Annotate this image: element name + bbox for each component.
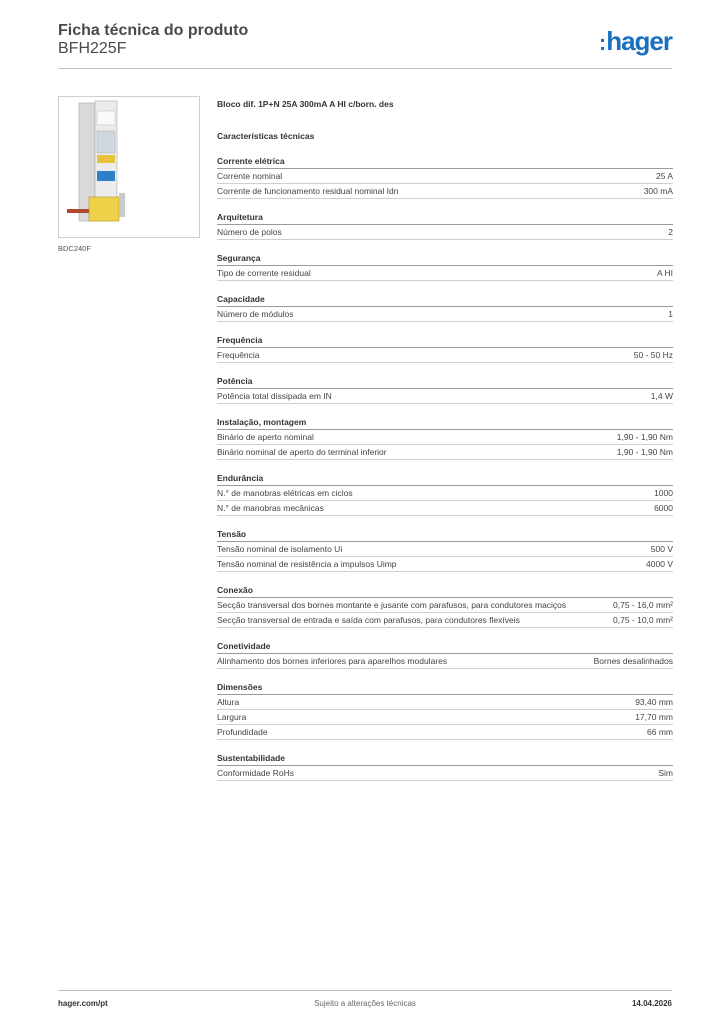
- spec-label: Corrente de funcionamento residual nominal Idn: [217, 186, 399, 196]
- spec-label: Tensão nominal de resistência a impulsos Uimp: [217, 559, 397, 569]
- specs-content: [217, 97, 673, 781]
- tech-heading: Características técnicas: [217, 131, 315, 141]
- spec-label: Secção transversal de entrada e saída com parafusos, para condutores flexíveis: [217, 615, 520, 625]
- section-title: Tensão: [217, 528, 673, 542]
- footer-note: Sujeito a alterações técnicas: [314, 999, 416, 1008]
- spec-value: 25 A: [655, 171, 673, 181]
- spec-row: [217, 348, 673, 363]
- spec-section: [217, 252, 673, 281]
- spec-label: Número de módulos: [217, 309, 294, 319]
- spec-label: Largura: [217, 712, 247, 722]
- spec-value: 17,70 mm: [635, 712, 673, 722]
- page-header: [58, 20, 672, 69]
- section-title: Arquitetura: [217, 211, 673, 225]
- spec-section: [217, 155, 673, 199]
- hager-logo: :hager: [598, 26, 672, 56]
- spec-value: 0,75 - 10,0 mm²: [613, 615, 673, 625]
- spec-label: Tipo de corrente residual: [217, 268, 311, 278]
- spec-sections: [217, 155, 673, 781]
- spec-row: [217, 225, 673, 240]
- spec-label: Corrente nominal: [217, 171, 283, 181]
- spec-section: [217, 472, 673, 516]
- section-title: Segurança: [217, 252, 673, 266]
- image-caption: BDC240F: [58, 244, 91, 253]
- spec-section: [217, 375, 673, 404]
- footer-date: 14.04.2026: [631, 999, 672, 1008]
- spec-row: [217, 501, 673, 516]
- spec-label: Profundidade: [217, 727, 268, 737]
- spec-label: Alinhamento dos bornes inferiores para aparelhos modulares: [217, 656, 448, 666]
- spec-value: 6000: [654, 503, 673, 513]
- spec-row: [217, 710, 673, 725]
- spec-label: Tensão nominal de isolamento Ui: [217, 544, 343, 554]
- spec-row: [217, 389, 673, 404]
- footer-website: hager.com/pt: [58, 999, 108, 1008]
- spec-value: 0,75 - 16,0 mm²: [613, 600, 673, 610]
- spec-label: N.° de manobras elétricas em ciclos: [217, 488, 353, 498]
- spec-value: 1,4 W: [650, 391, 673, 401]
- spec-row: [217, 169, 673, 184]
- spec-value: 1: [668, 309, 673, 319]
- spec-value: Sim: [658, 768, 673, 778]
- spec-section: [217, 640, 673, 669]
- spec-label: Potência total dissipada em IN: [217, 391, 332, 401]
- spec-value: 1,90 - 1,90 Nm: [616, 432, 673, 442]
- section-title: Endurância: [217, 472, 673, 486]
- product-name: Bloco dif. 1P+N 25A 300mA A HI c/born. des: [217, 99, 394, 109]
- spec-value: 2: [668, 227, 673, 237]
- spec-row: [217, 430, 673, 445]
- spec-value: 50 - 50 Hz: [633, 350, 673, 360]
- spec-value: 66 mm: [647, 727, 673, 737]
- section-title: Conexão: [217, 584, 673, 598]
- page-footer: [58, 990, 672, 1021]
- spec-row: [217, 184, 673, 199]
- spec-value: 1,90 - 1,90 Nm: [616, 447, 673, 457]
- spec-label: Frequência: [217, 350, 260, 360]
- spec-value: 4000 V: [646, 559, 673, 569]
- spec-section: [217, 528, 673, 572]
- spec-row: [217, 725, 673, 740]
- spec-row: [217, 613, 673, 628]
- spec-row: [217, 266, 673, 281]
- spec-row: [217, 695, 673, 710]
- spec-label: N.° de manobras mecânicas: [217, 503, 324, 513]
- spec-section: [217, 584, 673, 628]
- product-image: [58, 96, 200, 238]
- section-title: Dimensões: [217, 681, 673, 695]
- spec-row: [217, 542, 673, 557]
- spec-value: 500 V: [650, 544, 673, 554]
- spec-label: Binário de aperto nominal: [217, 432, 314, 442]
- section-title: Potência: [217, 375, 673, 389]
- spec-section: [217, 752, 673, 781]
- spec-value: 1000: [654, 488, 673, 498]
- spec-section: [217, 334, 673, 363]
- section-title: Sustentabilidade: [217, 752, 673, 766]
- spec-row: [217, 445, 673, 460]
- section-title: Instalação, montagem: [217, 416, 673, 430]
- spec-value: 300 mA: [643, 186, 673, 196]
- spec-row: [217, 557, 673, 572]
- page-title: Ficha técnica do produto: [58, 22, 249, 39]
- section-title: Capacidade: [217, 293, 673, 307]
- spec-section: [217, 681, 673, 740]
- spec-row: [217, 307, 673, 322]
- spec-label: Conformidade RoHs: [217, 768, 295, 778]
- section-title: Corrente elétrica: [217, 155, 673, 169]
- spec-value: 93,40 mm: [635, 697, 673, 707]
- product-reference: BFH225F: [58, 40, 127, 57]
- spec-value: Bornes desalinhados: [593, 656, 673, 666]
- spec-row: [217, 654, 673, 669]
- spec-label: Secção transversal dos bornes montante e jusante com parafusos, para condutores maciços: [217, 600, 567, 610]
- spec-label: Altura: [217, 697, 240, 707]
- spec-label: Número de polos: [217, 227, 282, 237]
- spec-row: [217, 486, 673, 501]
- spec-section: [217, 293, 673, 322]
- section-title: Conetividade: [217, 640, 673, 654]
- spec-row: [217, 598, 673, 613]
- spec-section: [217, 211, 673, 240]
- spec-value: A HI: [656, 268, 673, 278]
- spec-row: [217, 766, 673, 781]
- section-title: Frequência: [217, 334, 673, 348]
- spec-section: [217, 416, 673, 460]
- spec-label: Binário nominal de aperto do terminal inferior: [217, 447, 387, 457]
